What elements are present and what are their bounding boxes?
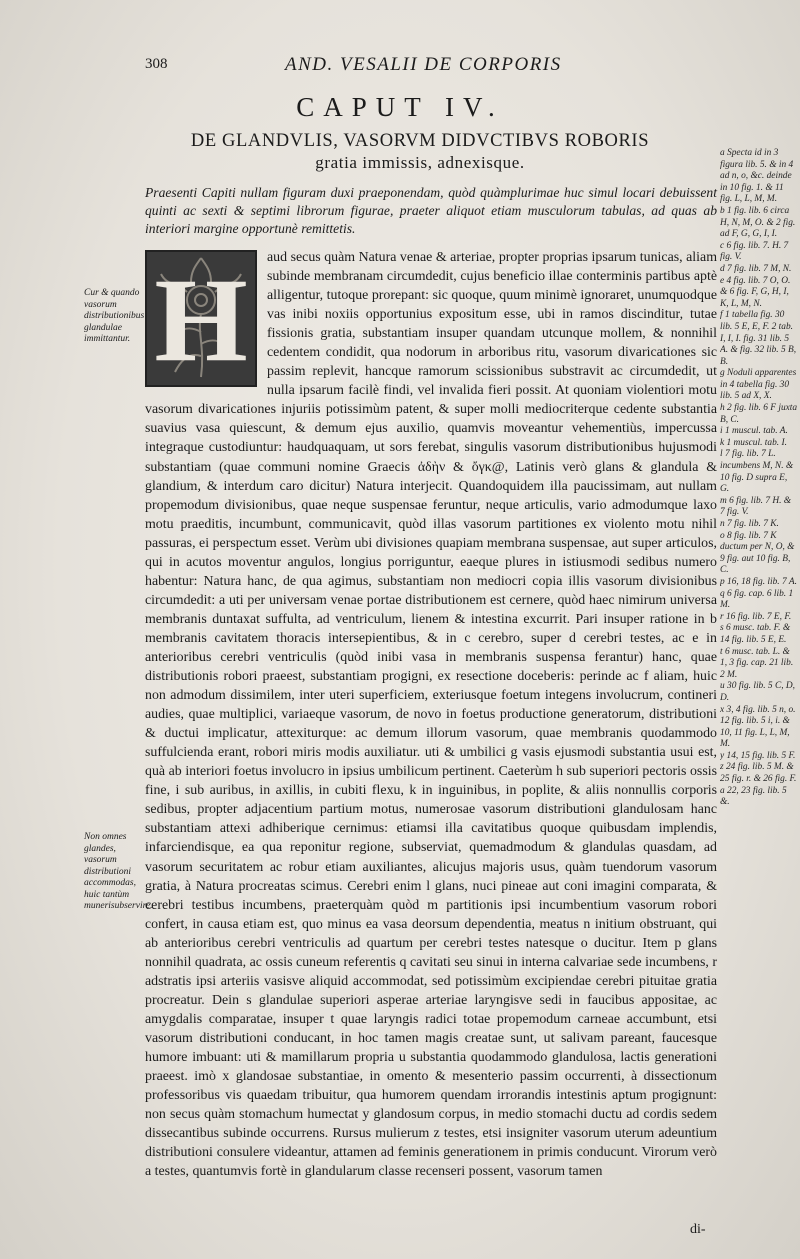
floral-ornament-initial-icon — [145, 250, 257, 387]
chapter-heading — [185, 131, 655, 173]
margin-ref-item: x 3, 4 fig. lib. 5 n, o. 12 fig. lib. 5 i, i. & 10, 11 fig. L, L, M, M. — [720, 704, 796, 750]
margin-ref-item: i 1 muscul. tab. A. — [720, 426, 788, 437]
margin-ref-item: b 1 fig. lib. 6 circa H, N, M, O. & 2 fig. ad F, G, G, I, I. — [720, 205, 796, 240]
main-text-block — [145, 248, 717, 1228]
margin-ref-item: z 24 fig. lib. 5 M. & 25 fig. r. & 26 fig. F. — [720, 762, 797, 785]
margin-ref-item: f 1 tabella fig. 30 lib. 5 E, E, F. 2 tab. I, I, I. fig. 31 lib. 5 A. & fig. 32 lib. 5 B, B. — [720, 310, 797, 367]
margin-ref-item: p 16, 18 fig. lib. 7 A. — [720, 576, 797, 587]
heading-line-2: gratia immissis, adnexisque. — [315, 153, 525, 172]
margin-ref-item: m 6 fig. lib. 7 H. & 7 fig. V. — [720, 495, 792, 518]
margin-ref-item: e 4 fig. lib. 7 O, O. & 6 fig. F, G, H, I, K, L, M, N. — [720, 275, 791, 309]
running-header — [145, 56, 735, 80]
margin-ref-item: r 16 fig. lib. 7 E, F. — [720, 611, 792, 622]
page-number: 308 — [145, 56, 168, 72]
margin-ref-item: q 6 fig. cap. 6 lib. 1 M. — [720, 588, 794, 611]
margin-ref-item: g Noduli apparentes in 4 tabella fig. 30 lib. 5 ad X, X. — [720, 368, 797, 402]
margin-references — [720, 148, 798, 1238]
chapter-title: CAPUT IV. — [296, 92, 504, 122]
margin-ref-item: t 6 musc. tab. L. & 1, 3 fig. cap. 21 lib. 2 M. — [720, 646, 794, 680]
margin-ref-item: o 8 fig. lib. 7 K ductum per N, O, & 9 fig. aut 10 fig. B, C. — [720, 530, 795, 576]
margin-ref-item: h 2 fig. lib. 6 F juxta B, C. — [720, 403, 798, 425]
body-paragraph: aud secus quàm Natura venae & arteriae, propter proprias ipsarum tunicas, aliam subinde membranam circumdedit, cujus beneficio illae conterminis partibus aptè alligentur, tutoque prorepant: sic quoque, quum minimè ignoraret, unumquodque vas inibi noxiis opportunius expositum esse, ubi in ramos discinditur, tutae fissionis gratia, substantiam insuper quandam utcunque mollem, & nonnihil cedentem condidit, qua nodorum in arboribus ritu, vasorum divaricationes sic passim replevit, hancque ramorum scissionibus substravit ac circumdedit, ut nulla ipsarum facilè findi, vel invalida fieri possit. At quoniam violentiori motu vasorum divaricationes injuriis potissimùm patent, & super molli mediocriterque cedente substantia suavius vasa quiescunt, & demum ejus auxilio, quamvis moveantur vehementiùs, impercussa integraque custodiuntur: haudquaquam, ut sors ferebat, singulis vasorum distributionibus hujusmodi substantiam (quae communi nomine Graecis ἀδὴν & ὄγκ@, Latinis verò glans & glandula & glandium, & interdum caro dicitur) Natura interjecit. Quandoquidem illa paucissimam, aut nullam propemodum divisionibus, quae neque suspensae feruntur, neque articulis, vario admodumque laxo motu praeditis, incumbunt, communicavit, quòd illas vasorum partitiones ex violento motu nihil passuras, ei perspectum esset. Verùm ubi divisiones quapiam membrana suspensae, aut super articulos, qui in acutos moventur angulos, longius porriguntur, eaeque plures in istiusmodi sedibus numero habentur: Natura hanc, de qua agimus, substantiam non mediocri copia illis vasorum divisionibus circumdedit: a uti per universam venae portae distributionem est cernere, quòd haec nimirum universa membranis duntaxat suffulta, ad ventriculum, lienem & intestina excurrit. Pari insuper ratione in b membranis cavitatem thoracis intersepientibus, & in c cerebro, super d cerebri testes, ac e in anterioribus cerebri ventriculis (quòd inibi vasa in membranis suspensa ferantur) hanc, quae distributionis robori praeest, substantiam progigni, ex resectione doceberis: perinde ac f aliam, huic non admodum dissimilem, inter uteri superficiem, exteriusque foetum integens involucrum, contineri audies, quae multiplici, variaeque vasorum, de novo in foetus productione generatorum, distributioni & ductui implicatur, attexiturque: ac demum illorum vasorum, quae membranis quodammodo suffulcienda erant, robori miris modis auxiliatur. uti & umbilici g vasis ejusmodi substantia usui est, quà ab interiori foetus involucro in ipsius umbilicum pertinent. Caeterùm h sub superiori pectoris ossis fine, i sub auribus, in axillis, in cubiti flexu, k in inguinibus, in poplite, & aliis nonnullis corporis sedibus, propter adjacentium partium motus, numerosae vasorum distributioni glandulosam hanc substantiam attexi adhiberique cernimus: etiamsi illa cavitatibus quoque quibusdam implendis, infarciendisque, ea qua reponitur regione, subserviat, quemadmodum & glandulas quasdam, ad vasorum securitatem ac robur etiam auxiliantes, alicujus majoris usus, quàm tuendorum vasorum gratia, à Natura procreatas scimus. Cerebri enim l glans, nuci pineae aut coni imagini comparata, & cerebri testibus incumbens, praeterquàm quòd m partitionis ipsi incumbentium vasorum robori confert, in causa etiam est, quo minus ea vasa deorsum dependentia, meatus n initium obstruant, qui ab anterioribus cerebri ventriculis ad quartum per cerebri testes natesque o ducitur. Item p glans nonnihil quadrata, ac ossis cuneum referentis q cavitati seu sinui in interna calvariae sede incumbens, r adstratis ipsi arteriis vasisve aliquid accommodat, sed potissimùm excipiendae cerebri pituitae gratia procreatur. Dein s glandulae superiori asperae arteriae laryngisve sedi in faucibus appositae, ac amygdalis comparatae, insuper t quae laryngis radici totae propemodum carneae accumbunt, etsi vasorum distributioni conducant, in hoc tamen magis creatae sunt, ut salivam pareant, faucesque humore imbuant: uti & mamillarum propria u substantia quodammodo glandulosa, lactis generationi praeest. imò x glandosae substantiae, in omento & mesenterio passim occurrenti, à dissectionum professoribus vis quaedam tribuitur, qua humorem quendam irrorandis intestinis aptum progignunt: non secus quàm stomachum humectat y glandosum corpus, in medio stomachi ductu ad cordis sedem dissecantibus subinde occurrens. Rursus mulierum z testes, etsi insigniter vasorum uterum adeuntium distributioni consulere videantur, attamen ad feminis generationem in primis conducunt. Virorum verò a testes, quantumvis fortè in glandularum classe recenseri possent, vasorum tamen — [145, 250, 717, 1180]
heading-line-1: DE GLANDVLIS, VASORVM DIDVCTIBVS ROBORIS — [190, 131, 650, 151]
margin-ref-item: s 6 musc. tab. F. & 14 fig. lib. 5 E, E. — [720, 623, 791, 645]
dropcap-letter: H — [154, 253, 248, 386]
margin-ref-item: a Specta id in 3 figura lib. 5. & in 4 ad n, o, &c. deinde in 10 fig. 1. & 11 fig. L, L, M, M. — [720, 148, 794, 205]
side-note-non-omnes: Non omnes glandes, vasorum distributioni accommodas, huic tantùm munerisubservire. — [84, 832, 153, 911]
margin-ref-item: l 7 fig. lib. 7 L. incumbens M, N. & 10 fig. D supra E, G. — [720, 449, 794, 495]
side-note-glandulae: Cur & quando vasorum distributionibus glandulae immittantur. — [84, 288, 145, 344]
margin-ref-item: y 14, 15 fig. lib. 5 F. — [720, 750, 796, 761]
catchword: di- — [690, 1222, 706, 1237]
margin-ref-item: a 22, 23 fig. lib. 5 &. — [720, 785, 787, 808]
margin-ref-item: k 1 muscul. tab. I. — [720, 437, 787, 448]
margin-ref-item: c 6 fig. lib. 7. H. 7 fig. V. — [720, 240, 789, 263]
running-title: AND. VESALII DE CORPORIS — [285, 54, 562, 75]
margin-ref-item: d 7 fig. lib. 7 M, N. — [720, 263, 792, 274]
preface-italic: Praesenti Capiti nullam figuram duxi praeponendam, quòd quàmplurimae huc simul locari debuissent quinti ac sexti & septimi librorum figurae, praeter aliquot etiam musculorum tabulas, ad quas ab interiori margine opportunè remittetis. — [145, 185, 717, 236]
margin-ref-item: u 30 fig. lib. 5 C, D, D. — [720, 681, 796, 703]
margin-ref-item: n 7 fig. lib. 7 K. — [720, 519, 779, 529]
